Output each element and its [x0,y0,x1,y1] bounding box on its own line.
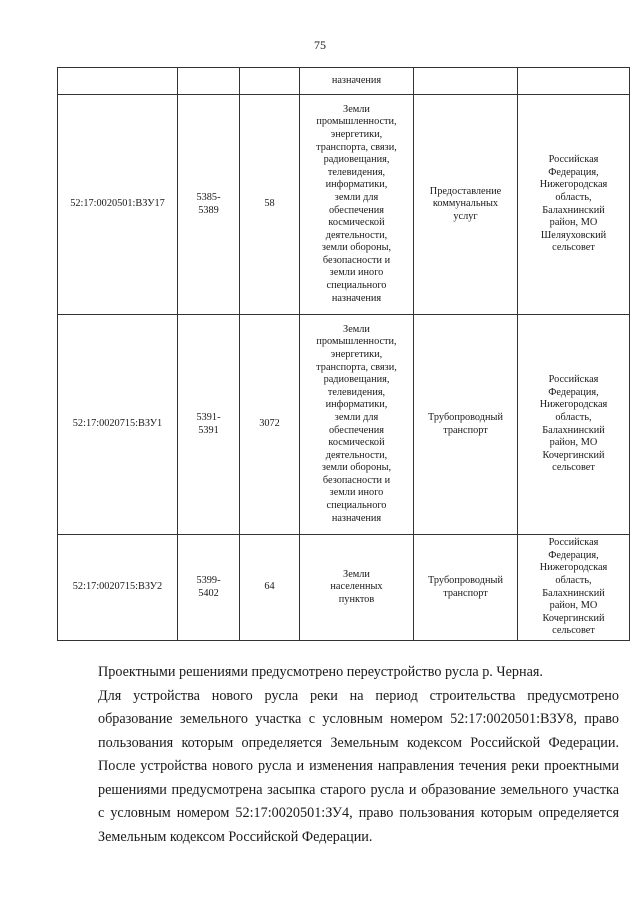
points-line: 5391 [198,424,219,436]
location-line: Балахнинский [542,587,605,599]
category-line: обеспечения [329,204,384,216]
location-line: Нижегородская [539,562,608,574]
location-line: Балахнинский [542,424,605,436]
location-line: область, [555,574,592,586]
text-line: После устройства нового русла и изменения направления течения реки проектными [98,758,619,774]
category-line: специального [326,500,387,512]
category-line: транспорта, связи, [316,361,397,373]
category-tail-text: назначения [331,74,382,86]
category-line: назначения [331,512,382,524]
location-cell [518,315,630,535]
points-cell [178,95,240,315]
category-line: земли иного [329,267,384,279]
category-line: земли обороны, [321,462,392,474]
category-line: земли для [334,191,379,203]
use-line: коммунальных [432,198,499,210]
location-line: область, [555,191,592,203]
cadastral-cell: 52:17:0020501:ВЗУ17 [58,95,178,315]
location-line: район, МО [549,437,598,449]
points-cell [178,315,240,535]
cadastral-cell: 52:17:0020715:ВЗУ1 [58,315,178,535]
location-line: сельсовет [552,242,595,254]
location-line: Кочергинский [542,612,605,624]
category-line: деятельности, [325,229,388,241]
page-number: 75 [314,38,326,52]
cadastral-cell [58,68,178,95]
location-line: район, МО [549,600,598,612]
location-line: Федерация, [548,549,599,561]
location-line: Балахнинский [542,204,605,216]
category-line: земли иного [329,487,384,499]
category-line: транспорта, связи, [316,141,397,153]
paragraph-new-channel [62,685,619,850]
location-line: Кочергинский [542,449,605,461]
use-line: транспорт [443,424,488,436]
area-cell [240,68,300,95]
paragraph-river-rebuild [62,661,619,685]
text-line: пользования которым определяется Земельным кодексом Российской Федерации. [98,734,619,751]
category-cell [300,68,414,95]
category-line: Земли [343,568,370,580]
use-cell [414,315,518,535]
points-line: 5391- [196,411,221,423]
category-line: информатики, [325,399,388,411]
points-line: 5389 [198,204,219,216]
category-line: телевидения, [327,386,386,398]
use-line: Трубопроводный [428,574,503,586]
category-cell [300,315,414,535]
points-cell [178,68,240,95]
category-line: земли для [334,411,379,423]
location-line: Шеляуховский [540,229,607,241]
use-cell [414,535,518,641]
use-cell [414,68,518,95]
category-line: безопасности и [322,474,391,486]
category-line: энергетики, [330,128,383,140]
category-line: телевидения, [327,166,386,178]
text-line: с условным номером 52:17:0020501:ЗУ4, право пользования которым определяется [98,805,619,821]
points-line: 5385- [196,191,221,203]
area-cell: 64 [240,535,300,641]
table-row [58,315,630,535]
category-line: информатики, [325,179,388,191]
text-line: решениями предусмотрена засыпка старого русла и образование земельного участка [98,781,619,798]
use-line: услуг [453,210,478,222]
category-line: космической [328,437,385,449]
location-line: Федерация, [548,166,599,178]
location-cell [518,535,630,641]
table-row [58,535,630,641]
use-line: Предоставление [429,185,502,197]
category-cell [300,95,414,315]
category-line: земли обороны, [321,242,392,254]
category-line: Земли [343,323,370,335]
location-line: район, МО [549,217,598,229]
area-cell: 58 [240,95,300,315]
points-line: 5399- [196,574,221,586]
table-row [58,95,630,315]
text-line: Проектными решениями предусмотрено переустройство русла р. Черная. [98,664,543,680]
location-line: Федерация, [548,386,599,398]
land-plots-table [57,67,630,641]
area-cell: 3072 [240,315,300,535]
category-line: радиовещания, [323,154,390,166]
body-text [62,661,619,849]
location-line: Нижегородская [539,179,608,191]
category-line: безопасности и [322,254,391,266]
text-line: Земельным кодексом Российской Федерации. [98,828,373,845]
category-line: космической [328,217,385,229]
location-line: сельсовет [552,625,595,637]
location-line: Нижегородская [539,399,608,411]
category-cell [300,535,414,641]
location-line: область, [555,411,592,423]
category-line: энергетики, [330,348,383,360]
use-line: Трубопроводный [428,411,503,423]
text-line: Для устройства нового русла реки на период строительства предусмотрено [98,687,619,704]
category-line: пунктов [338,593,375,605]
table-row-continuation [58,68,630,95]
location-line: сельсовет [552,462,595,474]
location-cell [518,95,630,315]
category-line: деятельности, [325,449,388,461]
cadastral-cell: 52:17:0020715:ВЗУ2 [58,535,178,641]
use-cell [414,95,518,315]
category-line: населенных [330,581,383,593]
location-line: Российская [548,154,599,166]
text-line: образование земельного участка с условным номером 52:17:0020501:ВЗУ8, право [98,711,619,727]
location-line: Российская [548,374,599,386]
category-line: Земли [343,103,370,115]
category-line: радиовещания, [323,374,390,386]
category-line: промышленности, [316,336,397,348]
use-line: транспорт [443,587,488,599]
location-line: Российская [548,537,599,549]
location-cell [518,68,630,95]
category-line: промышленности, [316,116,397,128]
category-line: специального [326,280,387,292]
points-cell [178,535,240,641]
points-line: 5402 [198,587,219,599]
category-line: обеспечения [329,424,384,436]
category-line: назначения [331,292,382,304]
